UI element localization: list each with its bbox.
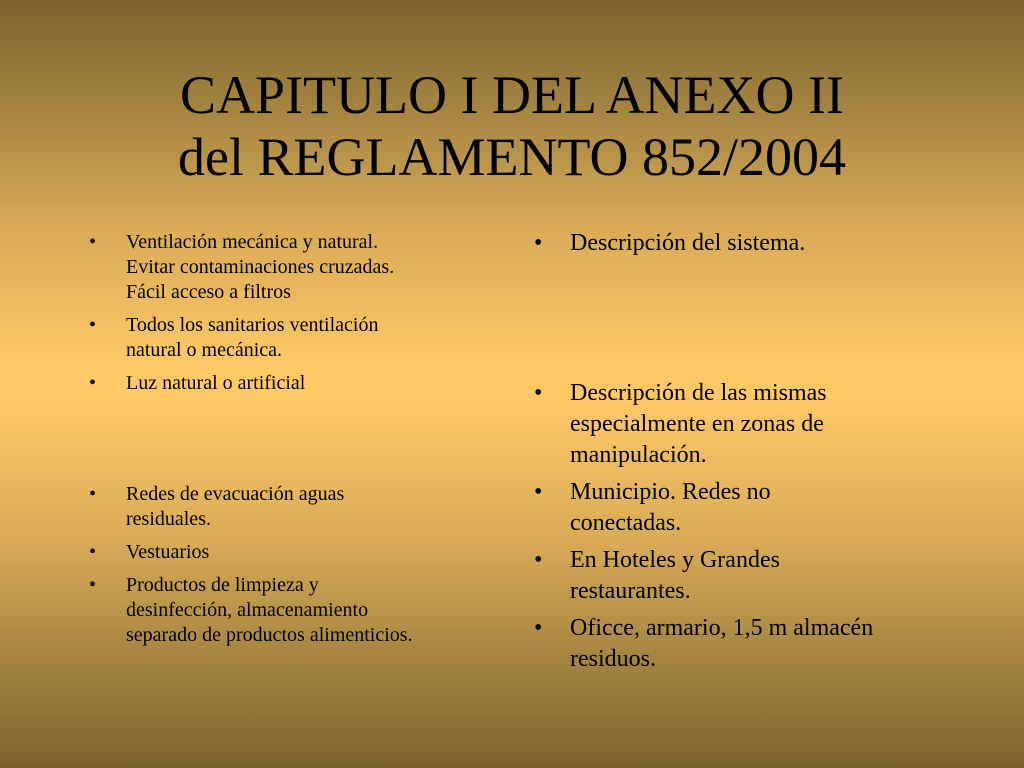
bullet-line: Fácil acceso a filtros [126, 281, 291, 303]
title-line-2: del REGLAMENTO 852/2004 [178, 127, 846, 187]
bullet-line: • Redes de evacuación aguas [126, 483, 345, 505]
bullet-item-municipio [570, 477, 970, 539]
title-line-1: CAPITULO I DEL ANEXO II [180, 65, 844, 125]
bullet-item-hoteles [570, 545, 970, 607]
right-bullet-list-bottom [570, 378, 970, 681]
bullet-line: natural o mecánica. [126, 339, 283, 361]
bullet-line: • Oficce, armario, 1,5 m almacén [570, 615, 874, 641]
bullet-line: restaurantes. [570, 578, 691, 604]
bullet-item-productos [126, 573, 516, 648]
right-bullet-list-top [570, 228, 970, 265]
bullet-line: residuos. [570, 646, 656, 672]
bullet-line: • Vestuarios [126, 541, 210, 563]
left-bullet-list-bottom [126, 482, 516, 656]
bullet-item-luz [126, 371, 516, 396]
bullet-line: • Todos los sanitarios ventilación [126, 314, 379, 336]
left-bullet-list-top [126, 230, 516, 404]
bullet-line: separado de productos alimenticios. [126, 624, 413, 646]
bullet-line: • Municipio. Redes no [570, 479, 771, 505]
bullet-item-ventilation [126, 230, 516, 305]
bullet-line: manipulación. [570, 442, 707, 468]
bullet-line: especialmente en zonas de [570, 411, 824, 437]
bullet-line: • Descripción de las mismas [570, 380, 827, 406]
bullet-item-vestuarios [126, 540, 516, 565]
bullet-item-redes [126, 482, 516, 532]
bullet-line: • Luz natural o artificial [126, 372, 306, 394]
bullet-item-descripcion-mismas [570, 378, 970, 471]
bullet-line: • En Hoteles y Grandes [570, 547, 780, 573]
bullet-item-oficce [570, 613, 970, 675]
bullet-line: • Ventilación mecánica y natural. [126, 231, 379, 253]
bullet-line: residuales. [126, 508, 211, 530]
bullet-line: desinfección, almacenamiento [126, 599, 369, 621]
bullet-line: • Productos de limpieza y [126, 574, 319, 596]
bullet-item-descripcion-sistema [570, 228, 970, 259]
bullet-line: • Descripción del sistema. [570, 230, 806, 256]
bullet-item-sanitarios [126, 313, 516, 363]
bullet-line: Evitar contaminaciones cruzadas. [126, 256, 395, 278]
slide-title [0, 64, 1024, 188]
bullet-line: conectadas. [570, 510, 682, 536]
